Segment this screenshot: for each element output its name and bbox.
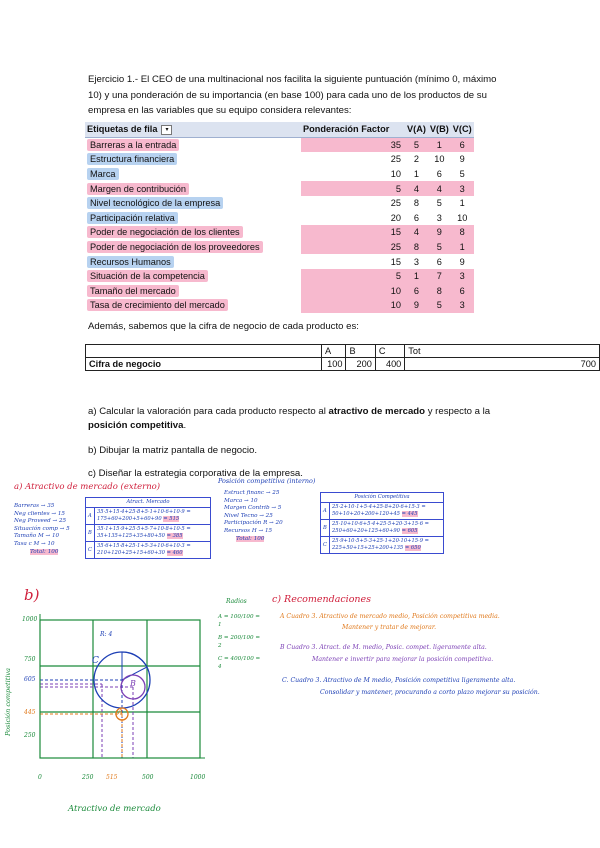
circle-a-label: A (118, 708, 124, 716)
header-vc: V(C) (451, 122, 474, 137)
rec-b-1: B Cuadro 3. Atract. de M. medio, Posic. compet. ligeramente alta. (280, 644, 487, 651)
revenue-header-c: C (375, 345, 404, 358)
hand-am-total: Total: 100 (30, 548, 59, 555)
row-vc: 6 (459, 285, 465, 296)
row-weight: 25 (390, 242, 401, 253)
radios-title: Radios (226, 598, 247, 605)
row-vc: 3 (459, 300, 465, 311)
row-label: Estructura financiera (87, 153, 177, 165)
revenue-header-tot: Tot (405, 345, 600, 358)
task-c: c) Diseñar la estrategia corporativa de la empresa. (88, 468, 303, 479)
table-row (85, 167, 474, 182)
row-va: 1 (413, 169, 419, 180)
hand-am-list: Barreras → 35 Neg clientes → 15 Neg Proveed → 25 Situación comp → 5 Tamaño M → 10 Tasa c M → 10 Total: 100 (14, 503, 70, 555)
row-label: Tasa de crecimiento del mercado (87, 299, 228, 311)
row-weight: 15 (390, 256, 401, 267)
x-tick-0: 0 (38, 774, 42, 781)
revenue-header-b: B (346, 345, 375, 358)
rec-title: c) Recomendaciones (272, 594, 372, 605)
row-va: 6 (413, 285, 419, 296)
row-va: 2 (413, 154, 419, 165)
row-vc: 5 (459, 169, 465, 180)
table-row (85, 269, 474, 284)
row-vb: 5 (436, 242, 442, 253)
row-vc: 1 (459, 198, 465, 209)
row-vb: 4 (436, 183, 442, 194)
revenue-table (85, 344, 600, 371)
hand-am-table: Atract. Mercado A 35·5+15·4+25·8+5·1+10·6+10·9 = 175+60+200+5+60+90 = 515 B 35·1+15·9+25·5+5·7+10·8+10·5 = 35+135+125+35+80+50 = 385 C 35·6+15·8+25·1+5·3+10·6+10·3 = 210+120+25+15+60+30 = 460 (85, 497, 211, 559)
circle-c-label: C (92, 656, 99, 666)
row-weight: 10 (390, 285, 401, 296)
row-weight: 10 (390, 300, 401, 311)
row-weight: 10 (390, 169, 401, 180)
row-vb: 5 (436, 198, 442, 209)
row-label: Participación relativa (87, 212, 178, 224)
row-vc: 10 (457, 212, 468, 223)
task-a: a) Calcular la valoración para cada producto respecto al atractivo de mercado y respecto a la posición competitiva. (88, 406, 491, 431)
table-row (85, 254, 474, 269)
hand-pc-total: Total: 100 (236, 535, 265, 542)
hand-pc-list: Estruct financ → 25 Marca → 10 Margen Contrib → 5 Nivel Tecno → 25 Participación R → 20 Recursos H → 15 Total: 100 (224, 490, 283, 542)
table-row (85, 211, 474, 226)
row-vb: 7 (436, 271, 442, 282)
row-vc: 1 (459, 242, 465, 253)
row-label: Recursos Humanos (87, 256, 174, 268)
row-vb: 10 (434, 154, 445, 165)
row-label: Marca (87, 168, 119, 180)
y-axis-label: Posición competitiva (4, 668, 12, 736)
row-vc: 9 (459, 154, 465, 165)
y-tick-1000: 1000 (22, 616, 38, 623)
x-axis-label: Atractivo de mercado (68, 804, 161, 814)
header-row-labels: Etiquetas de fila (87, 124, 158, 135)
table-row (85, 137, 474, 152)
row-weight: 5 (395, 271, 401, 282)
row-vb: 1 (436, 139, 442, 150)
x-tick-1000: 1000 (190, 774, 206, 781)
row-label: Poder de negociación de los clientes (87, 226, 243, 238)
row-weight: 15 (390, 227, 401, 238)
exercise-statement: Ejercicio 1.- El CEO de una multinacional nos facilita la siguiente puntuación (mínimo 0, máximo 10) y una ponderación de su importancia (en base 100) para cada uno de los productos de su empresa en las variables que su equipo considera relevantes: (88, 74, 497, 116)
rec-c-2: Consolidar y mantener, procurando a corto plazo mejorar su posición. (320, 689, 540, 696)
rec-c-1: C. Cuadro 3. Atractivo de M medio, Posición competitiva ligeramente alta. (282, 677, 516, 684)
matrix-grid (40, 620, 200, 758)
radius-label: R: 4 (100, 631, 113, 638)
table-row (85, 196, 474, 211)
row-va: 4 (413, 227, 419, 238)
revenue-a: 100 (321, 358, 346, 371)
table-row (85, 284, 474, 299)
header-va: V(A) (405, 122, 428, 137)
row-label: Margen de contribución (87, 183, 189, 195)
hand-b-label: b) (24, 586, 40, 604)
row-label: Poder de negociación de los proveedores (87, 241, 263, 253)
row-label: Tamaño del mercado (87, 285, 179, 297)
revenue-row (86, 358, 600, 371)
y-tick-250: 250 (24, 732, 36, 739)
row-weight: 35 (390, 139, 401, 150)
circle-b-label: B (130, 679, 136, 688)
y-tick-605: 605 (24, 676, 36, 683)
row-va: 8 (413, 242, 419, 253)
row-vb: 3 (436, 212, 442, 223)
table-row (85, 181, 474, 196)
rec-a-2: Mantener y tratar de mejorar. (342, 624, 437, 631)
row-vb: 5 (436, 300, 442, 311)
x-tick-500: 500 (142, 774, 154, 781)
row-vc: 9 (459, 256, 465, 267)
row-label: Barreras a la entrada (87, 139, 179, 151)
rec-b-2: Mantener e invertir para mejorar la posición competitiva. (312, 656, 494, 663)
revenue-total: 700 (405, 358, 600, 371)
row-vb: 8 (436, 285, 442, 296)
row-va: 3 (413, 256, 419, 267)
row-weight: 25 (390, 154, 401, 165)
row-vc: 6 (459, 139, 465, 150)
table-row (85, 225, 474, 240)
revenue-header-row (86, 345, 600, 358)
row-label: Nivel tecnológico de la empresa (87, 197, 223, 209)
radios-list: A = 100/100 = 1 B = 200/100 = 2 C = 400/100 = 4 (218, 614, 261, 670)
header-vb: V(B) (428, 122, 451, 137)
row-weight: 25 (390, 198, 401, 209)
row-vb: 6 (436, 256, 442, 267)
row-va: 4 (413, 183, 419, 194)
table-row (85, 240, 474, 255)
table-row (85, 298, 474, 313)
row-vc: 8 (459, 227, 465, 238)
revenue-b: 200 (346, 358, 375, 371)
hand-pc-table: Posición Competitiva A 25·2+10·1+5·4+25·8+20·6+15·3 = 50+10+20+200+120+45 = 445 B 25·10+10·6+5·4+25·5+20·3+15·6 = 250+60+20+125+60+90 = 605 C 25·9+10·5+5·3+25·1+20·10+15·9 = 225+50+15+25+200+135 = 650 (320, 492, 444, 554)
revenue-intro: Además, sabemos que la cifra de negocio de cada producto es: (88, 321, 359, 332)
task-b: b) Dibujar la matriz pantalla de negocio. (88, 445, 258, 456)
row-weight: 5 (395, 183, 401, 194)
x-tick-515: 515 (106, 774, 118, 781)
row-vb: 9 (436, 227, 442, 238)
scores-table (85, 122, 474, 313)
row-vb: 6 (436, 169, 442, 180)
hand-a-title: a) Atractivo de mercado (externo) (14, 482, 161, 492)
row-label: Situación de la competencia (87, 270, 208, 282)
table-header (85, 122, 474, 137)
row-vc: 3 (459, 271, 465, 282)
row-weight: 20 (390, 212, 401, 223)
row-va: 8 (413, 198, 419, 209)
y-tick-445: 445 (24, 709, 36, 716)
row-vc: 3 (459, 183, 465, 194)
header-weight: Ponderación Factor (301, 122, 405, 137)
row-va: 1 (413, 271, 419, 282)
rec-a-1: A Cuadro 3. Atractivo de mercado medio, Posición competitiva media. (280, 613, 500, 620)
hand-pos-title: Posición competitiva (interno) (218, 477, 316, 485)
row-va: 6 (413, 212, 419, 223)
x-tick-250: 250 (82, 774, 94, 781)
revenue-header-a: A (321, 345, 346, 358)
row-va: 9 (413, 300, 419, 311)
filter-dropdown-icon[interactable]: ▾ (161, 125, 172, 135)
revenue-c: 400 (375, 358, 404, 371)
revenue-label: Cifra de negocio (86, 358, 322, 371)
y-tick-750: 750 (24, 656, 36, 663)
row-va: 5 (413, 139, 419, 150)
table-row (85, 152, 474, 167)
